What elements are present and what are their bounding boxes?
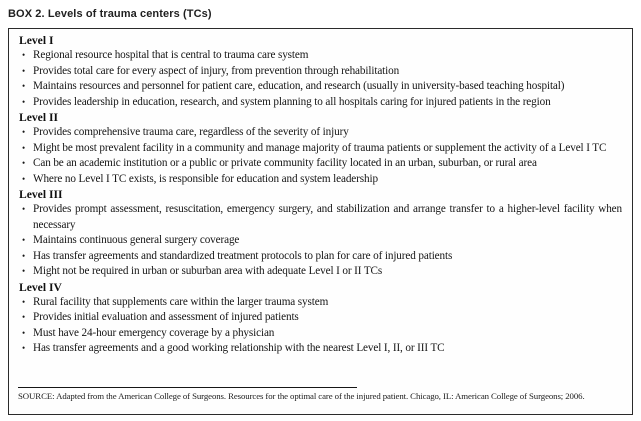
bullet-item <box>19 341 622 356</box>
bullet-item <box>19 156 622 171</box>
bullet-text: Rural facility that supplements care within the larger trauma system <box>33 295 329 308</box>
bullet-text: Might be most prevalent facility in a community and manage majority of trauma patients or supplement the activity of a Level I TC <box>33 141 607 154</box>
bullet-icon: • <box>22 312 26 323</box>
bullet-text: Regional resource hospital that is central to trauma care system <box>33 49 309 62</box>
trauma-levels-box <box>8 28 633 415</box>
bullet-item <box>19 295 622 310</box>
level-heading: Level I <box>19 34 54 47</box>
bullet-text: Provides total care for every aspect of injury, from prevention through rehabilitation <box>33 64 400 77</box>
bullet-item <box>19 172 622 187</box>
bullet-text: Has transfer agreements and a good working relationship with the nearest Level I, II, or III TC <box>33 342 445 355</box>
bullet-icon: • <box>22 142 26 153</box>
bullet-text: Provides initial evaluation and assessment of injured patients <box>33 311 299 324</box>
bullet-icon: • <box>22 158 26 169</box>
bullet-item <box>19 95 622 110</box>
bullet-text: Provides prompt assessment, resuscitation, emergency surgery, and stabilization and arrange transfer to a higher-level facility when necessary <box>33 203 622 231</box>
bullet-icon: • <box>22 65 26 76</box>
bullet-icon: • <box>22 296 26 307</box>
bullet-item <box>19 326 622 341</box>
bullet-icon: • <box>22 81 26 92</box>
source-block <box>18 387 622 401</box>
bullet-text: Provides leadership in education, research, and system planning to all hospitals caring for injured patients in the region <box>33 95 551 108</box>
box-title: BOX 2. Levels of trauma centers (TCs) <box>8 8 212 20</box>
bullet-icon: • <box>22 204 26 215</box>
bullet-item <box>19 249 622 264</box>
bullet-icon: • <box>22 250 26 261</box>
bullet-text: Has transfer agreements and standardized treatment protocols to plan for care of injured patients <box>33 249 453 262</box>
bullet-icon: • <box>22 96 26 107</box>
bullet-text: Must have 24-hour emergency coverage by a physician <box>33 326 275 339</box>
bullet-item <box>19 233 622 248</box>
bullet-icon: • <box>22 235 26 246</box>
bullet-icon: • <box>22 343 26 354</box>
bullet-item <box>19 141 622 156</box>
bullet-item <box>19 202 622 233</box>
source-note: SOURCE: Adapted from the American College of Surgeons. Resources for the optimal care of the injured patient. Chicago, IL: American College of Surgeons; 2006. <box>18 391 585 401</box>
bullet-item <box>19 64 622 79</box>
bullet-icon: • <box>22 173 26 184</box>
bullet-icon: • <box>22 327 26 338</box>
level-heading: Level IV <box>19 280 62 294</box>
bullet-icon: • <box>22 266 26 277</box>
bullet-item <box>19 264 622 279</box>
bullet-icon: • <box>22 127 26 138</box>
bullet-text: Can be an academic institution or a public or private community facility located in an urban, suburban, or rural area <box>33 157 537 170</box>
bullet-item <box>19 79 622 94</box>
bullet-icon: • <box>22 50 26 61</box>
bullet-text: Might not be required in urban or suburban area with adequate Level I or II TCs <box>33 265 383 278</box>
bullet-text: Provides comprehensive trauma care, regardless of the severity of injury <box>33 126 349 139</box>
bullet-item <box>19 125 622 140</box>
level-heading: Level II <box>19 111 58 125</box>
bullet-item <box>19 310 622 325</box>
bullet-item <box>19 48 622 63</box>
level-heading: Level III <box>19 188 63 202</box>
bullet-text: Maintains continuous general surgery coverage <box>33 234 240 247</box>
levels-list <box>19 33 622 357</box>
bullet-text: Maintains resources and personnel for patient care, education, and research (usually in university-based teaching hospital) <box>33 80 565 93</box>
bullet-text: Where no Level I TC exists, is responsible for education and system leadership <box>33 172 378 185</box>
source-divider <box>18 387 357 388</box>
